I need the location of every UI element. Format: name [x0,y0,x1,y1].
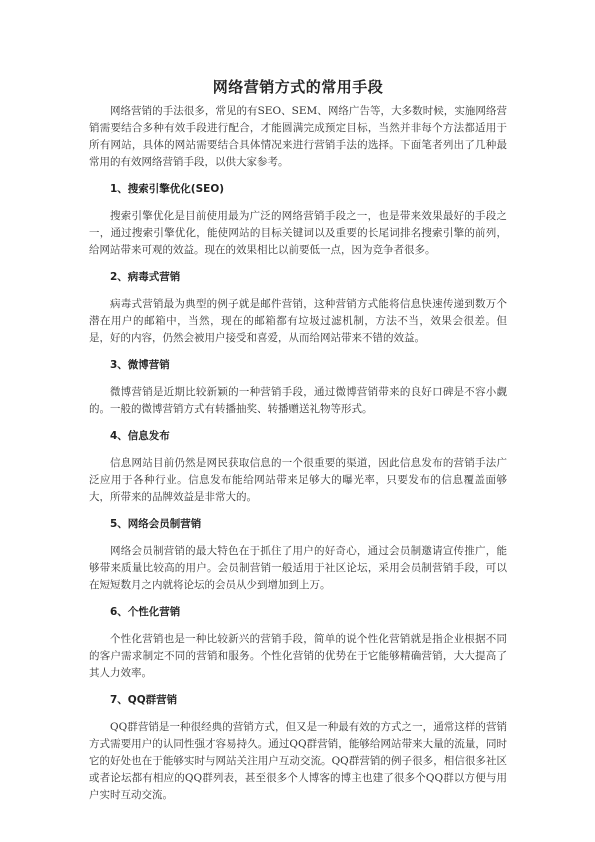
section-body-personalized: 个性化营销也是一种比较新兴的营销手段，简单的说个性化营销就是指企业根据不同的客户需求制定不同的营销和服务。个性化营销的优势在于它能够精确营销，大大提高了其人力效率。 [89,633,507,679]
section-body-info: 信息网站目前仍然是网民获取信息的一个很重要的渠道，因此信息发布的营销手法广泛应用于各种行业。信息发布能给网站带来足够大的曝光率，只要发布的信息覆盖面够大，所带来的品牌效益是非常大的。 [89,457,507,503]
document-title: 网络营销方式的常用手段 [212,78,384,96]
section-body-seo: 搜索引擎优化是目前使用最为广泛的网络营销手段之一，也是带来效果最好的手段之一，通过搜索引擎优化，能使网站的目标关键词以及重要的长尾词排名搜索引擎的前列，给网站带来可观的效益。现在的效果相比以前要低一点，因为竞争者很多。 [89,210,507,256]
section-heading-qq: 7、QQ群营销 [110,694,178,706]
section-heading-seo: 1、搜索引擎优化(SEO) [110,183,225,195]
section-body-qq: QQ群营销是一种很经典的营销方式，但又是一种最有效的方式之一，通常这样的营销方式需要用户的认同性强才容易持久。通过QQ群营销，能够给网站带来大量的流量，同时它的好处也在于能够实时与网站关注用户互动交流。QQ群营销的例子很多，相信很多社区或者论坛都有相应的QQ群列表，甚至很多个人博客的博主也建了很多个QQ群以方便与用户实时互动交流。 [89,721,507,801]
section-heading-info: 4、信息发布 [110,430,170,442]
section-heading-viral: 2、病毒式营销 [110,271,181,283]
section-body-membership: 网络会员制营销的最大特色在于抓住了用户的好奇心，通过会员制邀请宣传推广，能够带来质量比较高的用户。会员制营销一般适用于社区论坛，采用会员制营销手段，可以在短短数月之内就将论坛的会员从少到增加到上万。 [89,545,507,591]
section-heading-personalized: 6、个性化营销 [110,606,181,618]
section-body-weibo: 微博营销是近期比较新颖的一种营销手段，通过微博营销带来的良好口碑是不容小觑的。一般的微博营销方式有转播抽奖、转播赠送礼物等形式。 [89,386,507,415]
document-page [89,76,507,804]
section-body-viral: 病毒式营销最为典型的例子就是邮件营销，这种营销方式能将信息快速传递到数万个潜在用户的邮箱中，当然，现在的邮箱都有垃圾过滤机制，方法不当，效果会很差。但是，好的内容，仍然会被用户接受和喜爱，从而给网站带来不错的效益。 [89,298,507,344]
intro-paragraph: 网络营销的手法很多，常见的有SEO、SEM、网络广告等，大多数时候，实施网络营销需要结合多种有效手段进行配合，才能圆满完成预定目标，当然并非每个方法都适用于所有网站，具体的网站需要结合具体情况来进行营销手法的选择。下面笔者列出了几种最常用的有效网络营销手段，以供大家参考。 [89,105,507,168]
section-heading-weibo: 3、微博营销 [110,359,170,371]
section-heading-membership: 5、网络会员制营销 [110,518,202,530]
